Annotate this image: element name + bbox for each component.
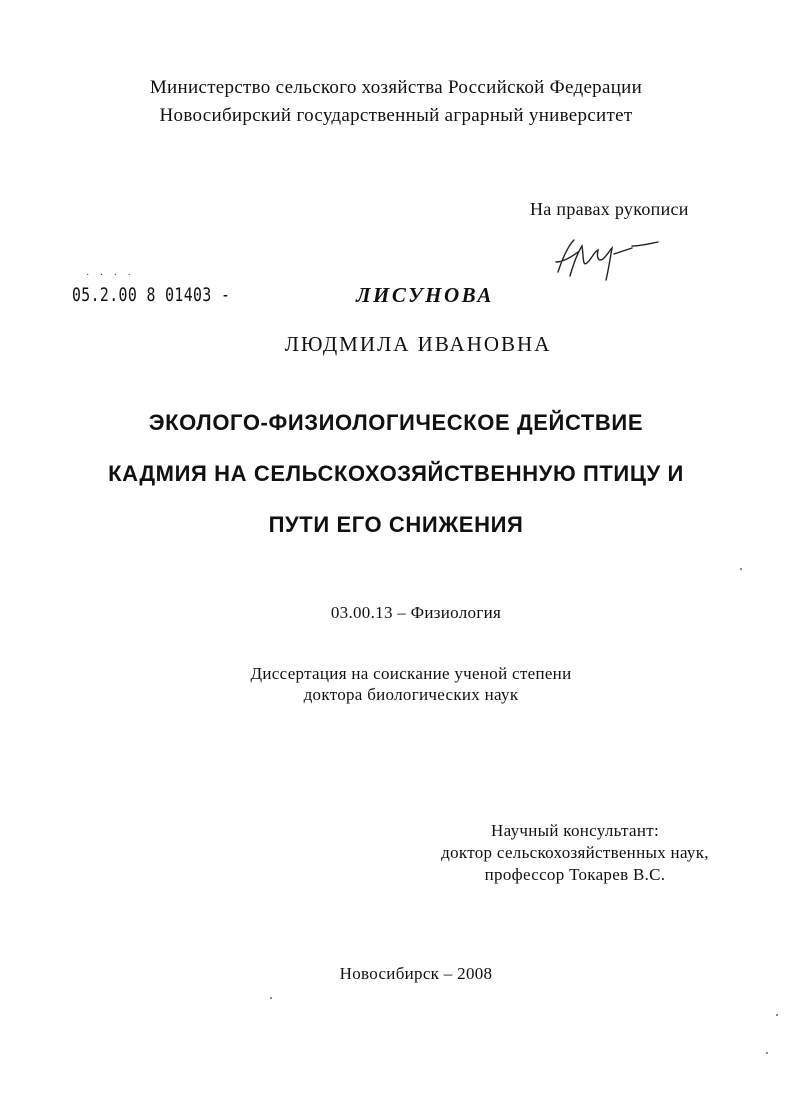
specialty-code: 03.00.13 – Физиология	[330, 603, 502, 622]
scan-speck	[270, 997, 272, 999]
thesis-title-line: КАДМИЯ НА СЕЛЬСКОХОЗЯЙСТВЕННУЮ ПТИЦУ И	[108, 461, 684, 486]
author-given-names: ЛЮДМИЛА ИВАНОВНА	[284, 332, 552, 356]
ministry-name: Министерство сельского хозяйства Российской Федерации	[149, 77, 643, 98]
thesis-title	[0, 397, 792, 550]
thesis-title-line: ЭКОЛОГО-ФИЗИОЛОГИЧЕСКОЕ ДЕЙСТВИЕ	[148, 410, 644, 435]
header-block	[0, 74, 792, 130]
place-year: Новосибирск – 2008	[339, 964, 493, 983]
degree-line: доктора биологических наук	[303, 685, 519, 704]
consultant-name: профессор Токарев В.С.	[484, 865, 666, 884]
code-marks: · · · ·	[86, 270, 135, 281]
scan-speck	[766, 1052, 768, 1054]
degree-line: Диссертация на соискание ученой степени	[250, 664, 572, 683]
consultant-label: Научный консультант:	[491, 821, 659, 840]
scan-speck	[740, 568, 742, 570]
consultant-block	[380, 820, 770, 886]
author-surname: ЛИСУНОВА	[356, 283, 494, 307]
degree-statement	[0, 663, 792, 705]
university-name: Новосибирский государственный аграрный университет	[159, 105, 633, 126]
scan-speck	[776, 1014, 778, 1016]
consultant-degree: доктор сельскохозяйственных наук,	[441, 843, 709, 862]
archive-code: 05.2.00 8 01403 -	[72, 284, 231, 306]
manuscript-note: На правах рукописи	[530, 199, 689, 219]
thesis-title-line: ПУТИ ЕГО СНИЖЕНИЯ	[268, 512, 524, 537]
signature	[548, 232, 668, 284]
